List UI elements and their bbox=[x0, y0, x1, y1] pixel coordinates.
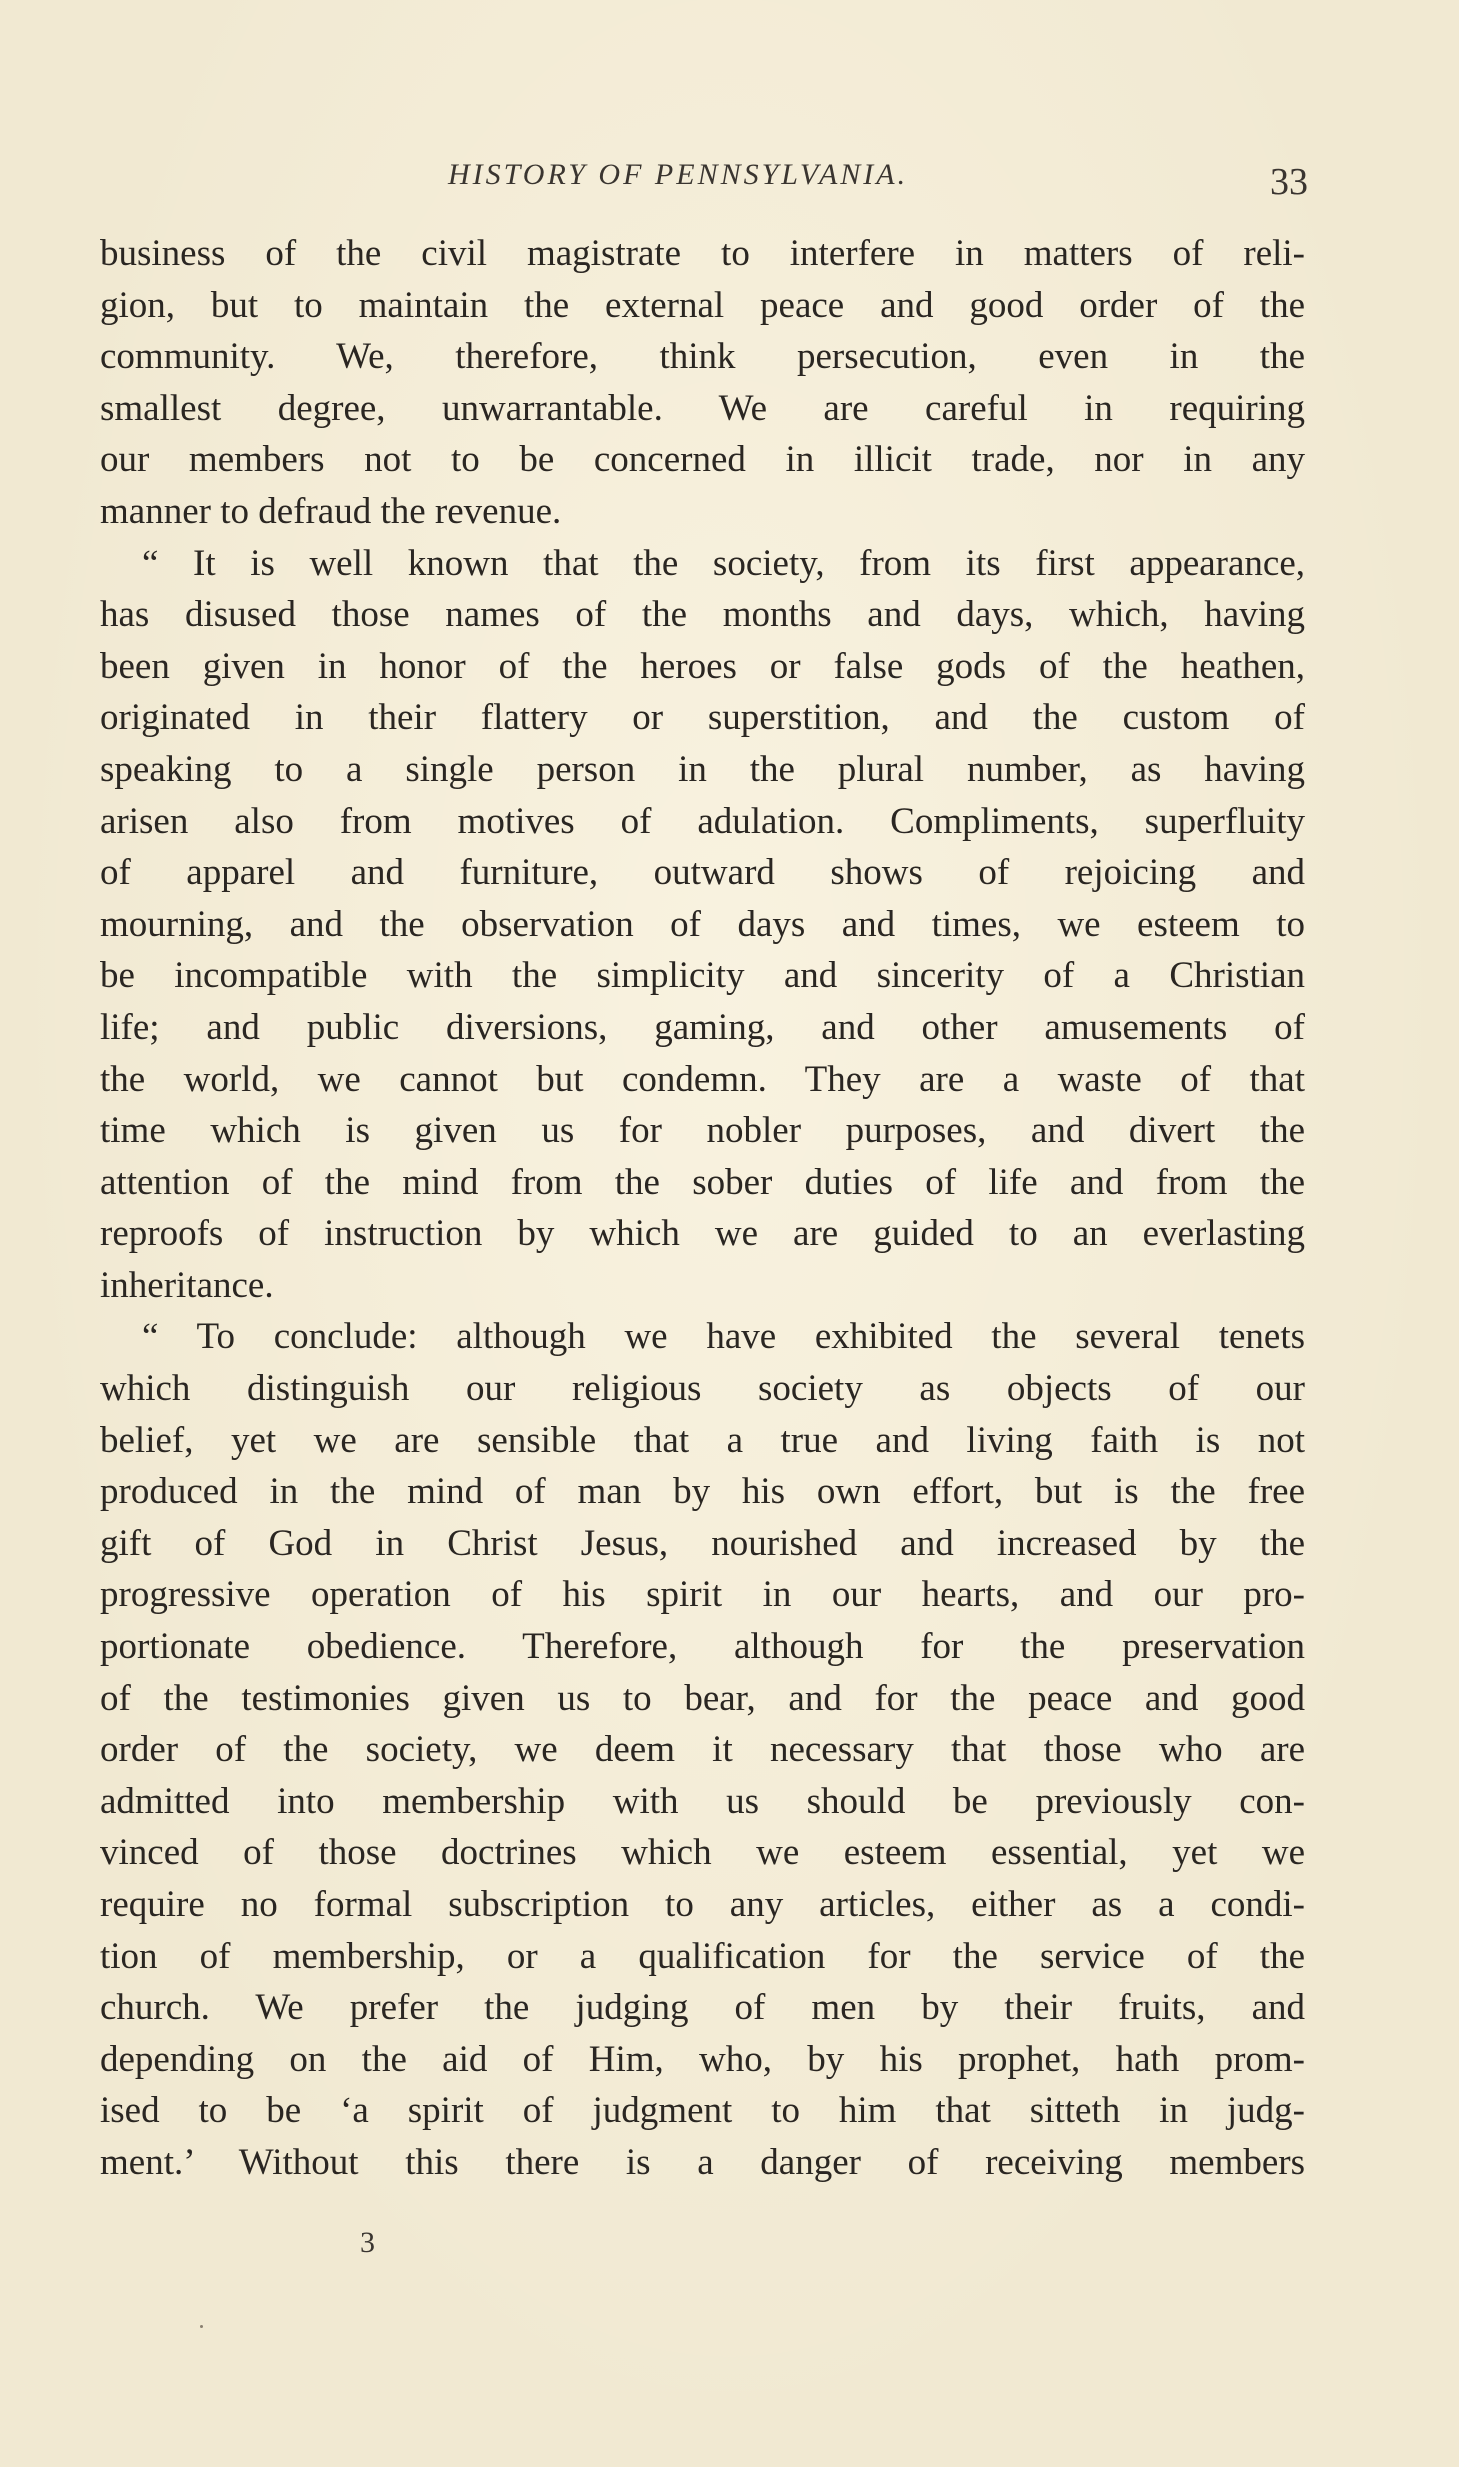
text-line: progressive operation of his spirit in our hearts, and our pro- bbox=[100, 1574, 1305, 1616]
text-line: has disused those names of the months and days, which, having bbox=[100, 594, 1305, 636]
text-line: depending on the aid of Him, who, by his prophet, hath prom- bbox=[100, 2038, 1305, 2080]
text-line: tion of membership, or a qualification for the service of the bbox=[100, 1935, 1305, 1977]
text-line: inheritance. bbox=[100, 1264, 274, 1306]
text-line: of apparel and furniture, outward shows of rejoicing and bbox=[100, 852, 1305, 894]
text-line: church. We prefer the judging of men by their fruits, and bbox=[100, 1987, 1305, 2029]
text-line: require no formal subscription to any articles, either as a condi- bbox=[100, 1884, 1305, 1925]
text-line: belief, yet we are sensible that a true and living faith is not bbox=[100, 1419, 1305, 1461]
text-line: “ It is well known that the society, from its first appearance, bbox=[142, 542, 1305, 584]
text-line: vinced of those doctrines which we esteem essential, yet we bbox=[100, 1832, 1305, 1874]
text-line: mourning, and the observation of days and times, we esteem to bbox=[100, 903, 1305, 945]
text-line: be incompatible with the simplicity and sincerity of a Christian bbox=[100, 955, 1305, 997]
text-line: which distinguish our religious society as objects of our bbox=[100, 1368, 1305, 1410]
text-line: gion, but to maintain the external peace and good order of the bbox=[100, 284, 1305, 326]
text-line: our members not to be concerned in illicit trade, nor in any bbox=[100, 439, 1305, 481]
text-line: attention of the mind from the sober duties of life and from the bbox=[100, 1161, 1305, 1203]
paper-speck bbox=[200, 2325, 203, 2328]
text-line: produced in the mind of man by his own effort, but is the free bbox=[100, 1471, 1305, 1513]
signature-mark: 3 bbox=[360, 2226, 375, 2259]
text-line: been given in honor of the heroes or false gods of the heathen, bbox=[100, 645, 1305, 687]
text-line: “ To conclude: although we have exhibited the several tenets bbox=[142, 1316, 1305, 1358]
text-line: community. We, therefore, think persecution, even in the bbox=[100, 336, 1305, 378]
text-line: business of the civil magistrate to interfere in matters of reli- bbox=[100, 233, 1305, 274]
text-line: the world, we cannot but condemn. They are a waste of that bbox=[100, 1058, 1305, 1100]
text-line: life; and public diversions, gaming, and other amusements of bbox=[100, 1006, 1305, 1048]
text-line: reproofs of instruction by which we are guided to an everlasting bbox=[100, 1213, 1305, 1255]
page-number: 33 bbox=[1270, 161, 1308, 203]
text-line: time which is given us for nobler purposes, and divert the bbox=[100, 1110, 1305, 1152]
running-head: HISTORY OF PENNSYLVANIA. bbox=[448, 158, 909, 191]
text-line: originated in their flattery or superstition, and the custom of bbox=[100, 697, 1305, 739]
text-line: ised to be ‘a spirit of judgment to him that sitteth in judg- bbox=[100, 2090, 1305, 2132]
text-line: smallest degree, unwarrantable. We are careful in requiring bbox=[100, 387, 1305, 429]
text-line: manner to defraud the revenue. bbox=[100, 490, 562, 532]
text-line: ment.’ Without this there is a danger of receiving members bbox=[100, 2141, 1305, 2183]
text-line: of the testimonies given us to bear, and for the peace and good bbox=[100, 1677, 1305, 1719]
body-text bbox=[100, 228, 1305, 2189]
text-line: arisen also from motives of adulation. Compliments, superfluity bbox=[100, 800, 1305, 842]
text-line: portionate obedience. Therefore, although for the preservation bbox=[100, 1626, 1305, 1668]
text-line: speaking to a single person in the plural number, as having bbox=[100, 748, 1305, 790]
text-line: order of the society, we deem it necessary that those who are bbox=[100, 1729, 1305, 1771]
text-line: gift of God in Christ Jesus, nourished and increased by the bbox=[100, 1522, 1305, 1564]
text-line: admitted into membership with us should be previously con- bbox=[100, 1780, 1305, 1822]
